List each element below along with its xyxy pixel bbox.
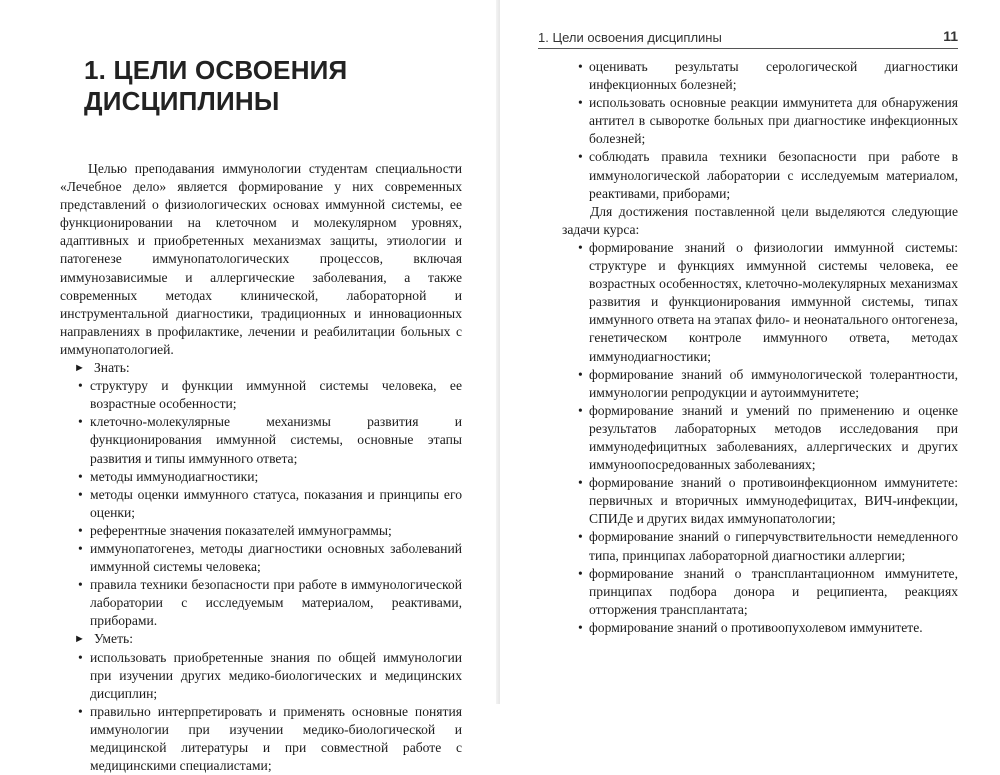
list-item: • иммунопатогенез, методы диагностики основных заболеваний иммунной системы человека; [78, 540, 462, 575]
know-list [60, 377, 462, 630]
page-number: 11 [943, 28, 958, 44]
tasks-intro: Для достижения поставленной цели выделяются следующие задачи курса: [562, 203, 958, 237]
list-item: • формирование знаний о гиперчувствительности немедленного типа, принципах лабораторной диагностики аллергии; [578, 529, 958, 563]
list-item: • правильно интерпретировать и применять основные понятия иммунологии при изучении медико-биологической и медицинской литературы и при совместной работе с медицинскими специалистами; [78, 703, 462, 774]
can-heading: ► Уметь: [60, 630, 462, 648]
list-item: • соблюдать правила техники безопасности при работе в иммунологической лаборатории с исследуемым материалом, реактивами, приборами; [578, 149, 958, 201]
bullet-icon: • [78, 414, 83, 430]
bullet-icon: • [578, 529, 583, 545]
bullet-icon: • [78, 522, 83, 538]
list-item: • оценивать результаты серологической диагностики инфекционных болезней; [578, 59, 958, 93]
can-list [60, 649, 462, 775]
list-item: • использовать приобретенные знания по общей иммунологии при изучении других медико-биологических и медицинских дисциплин; [78, 649, 462, 701]
list-item: • формирование знаний о противоопухолевом иммунитете. [562, 619, 958, 637]
bullet-icon: • [578, 475, 583, 491]
list-item: • формирование знаний о противоинфекционном иммунитете: первичных и вторичных иммунодефицитах, ВИЧ-инфекции, СПИДе и других видах иммунопатологии; [578, 475, 958, 527]
list-item: • формирование знаний и умений по применению и оценке результатов лабораторных методов исследования при иммунодефицитных заболеваниях, аллергических и других иммуноопосредованных заболеваниях; [578, 402, 958, 473]
intro-paragraph: Целью преподавания иммунологии студентам специальности «Лечебное дело» является формирование у них современных представлений о физиологических основах иммунной системы, ее функционировании на клеточном и молекулярном уровнях, адаптивных и приобретенных механизмах защиты, этиологии и патогенезе иммунопатологических процессов, включая иммунозависимые и аллергические заболевания, а также современных методах клинической, лабораторной и инструментальной диагностики, традиционных и инновационных направлениях в профилактике, лечении и реабилитации больных с иммунопатологией. [60, 161, 462, 357]
know-heading: ► Знать: [60, 359, 462, 377]
bullet-icon: • [78, 577, 83, 593]
list-item: • структуру и функции иммунной системы человека, ее возрастные особенности; [78, 378, 462, 412]
tasks-list [562, 239, 958, 637]
list-item: • формирование знаний о трансплантационном иммунитете, принципах подбора донора и реципиента, реакциях отторжения трансплантата; [578, 565, 958, 617]
bullet-icon: • [78, 378, 83, 394]
left-page [0, 0, 500, 774]
bullet-icon: • [578, 402, 583, 418]
triangle-bullet-icon: ► [74, 362, 85, 375]
list-item: • методы иммунодиагностики; [60, 468, 462, 486]
bullet-icon: • [578, 59, 583, 74]
running-header [538, 28, 958, 49]
bullet-icon: • [78, 703, 83, 719]
bullet-icon: • [78, 486, 83, 502]
list-item: • методы оценки иммунного статуса, показания и принципы его оценки; [78, 486, 462, 520]
running-title: 1. Цели освоения дисциплины [538, 30, 722, 45]
list-item: • формирование знаний о физиологии иммунной системы: структуре и функциях иммунной системы человека, ее возрастных особенностях, клеточно-молекулярных механизмах развития и функционирования иммунной системы, типах иммунного ответа на этапах фило- и неонатального онтогенеза, генетическом контроле иммунного ответа, методах иммунодиагностики; [578, 239, 958, 364]
bullet-icon: • [578, 95, 583, 111]
bullet-icon: • [578, 239, 583, 255]
continued-list [562, 58, 958, 203]
chapter-title: 1. ЦЕЛИ ОСВОЕНИЯ ДИСЦИПЛИНЫ [84, 55, 348, 116]
triangle-bullet-icon: ► [74, 633, 85, 646]
list-item: • правила техники безопасности при работе в иммунологической лаборатории с исследуемым материалом, реактивами, приборами. [78, 577, 462, 629]
bullet-icon: • [78, 649, 83, 665]
bullet-icon: • [578, 619, 583, 635]
bullet-icon: • [78, 468, 83, 484]
right-column [562, 58, 958, 637]
left-column [60, 160, 462, 775]
bullet-icon: • [578, 565, 583, 581]
list-item: • референтные значения показателей иммунограммы; [60, 522, 462, 540]
list-item: • использовать основные реакции иммунитета для обнаружения антител в сыворотке больных при диагностике инфекционных болезней; [578, 95, 958, 147]
bullet-icon: • [578, 366, 583, 382]
list-item: • формирование знаний об иммунологической толерантности, иммунологии репродукции и аутоиммунитете; [578, 366, 958, 400]
bullet-icon: • [78, 540, 83, 556]
list-item: • клеточно-молекулярные механизмы развития и функционирования иммунной системы, основные этапы развития и типы иммунного ответа; [78, 414, 462, 466]
bullet-icon: • [578, 149, 583, 165]
